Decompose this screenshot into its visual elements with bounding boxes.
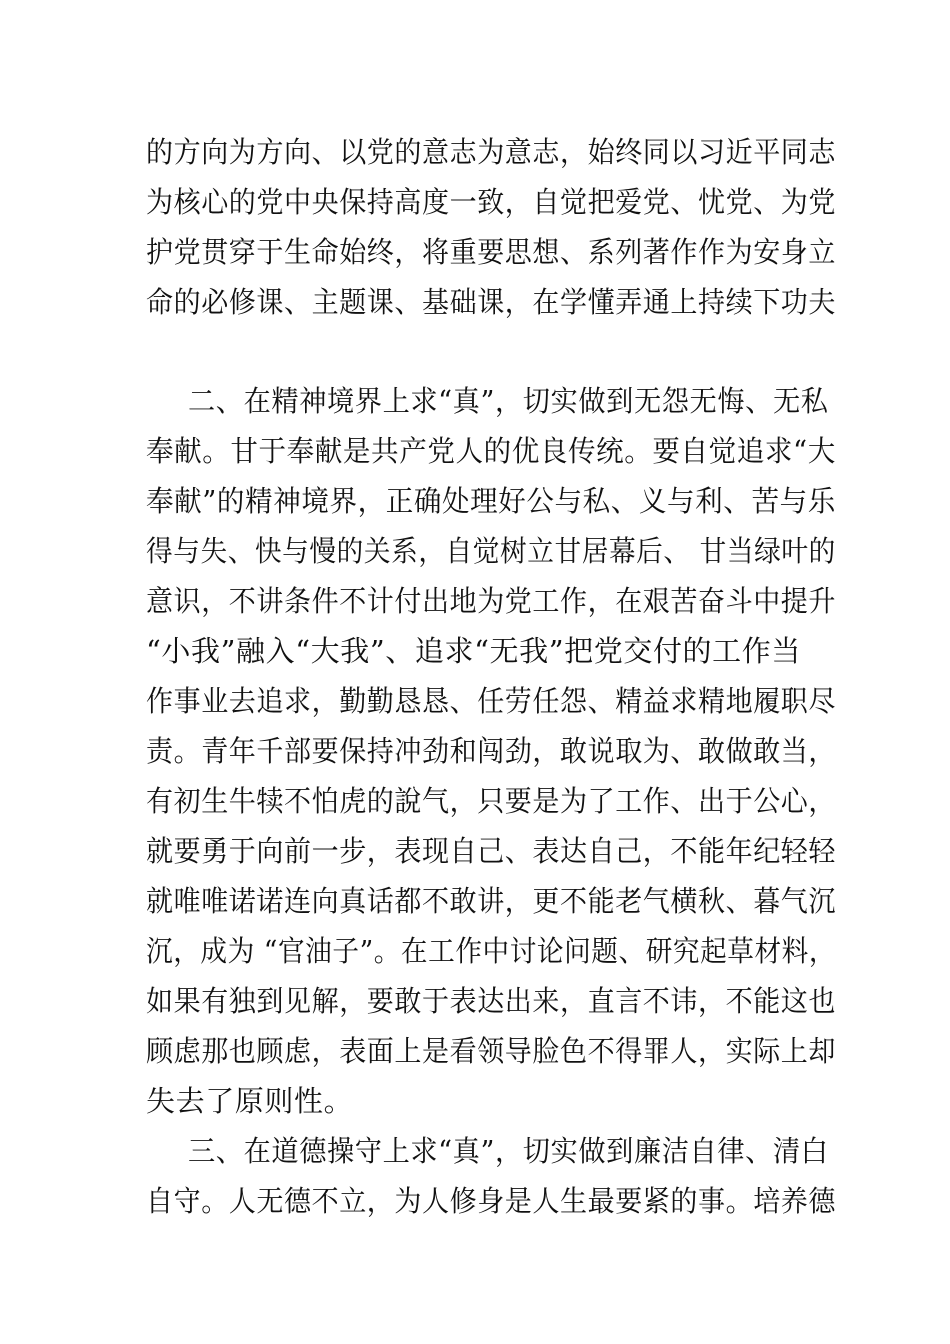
text-line: 就要勇于向前一步，表现自己、表达自己，不能年纪轻轻 xyxy=(146,834,837,868)
text-line: 沉，成为 “官油子”。在工作中讨论问题、研究起草材料， xyxy=(146,934,837,968)
text-line: 失去了原则性。 xyxy=(146,1084,354,1118)
text-line: 得与失、快与慢的关系，自觉树立甘居幕后、 甘当绿叶的 xyxy=(146,534,836,568)
text-line: 责。青年千部要保持冲劲和闯劲，敢说取为、敢做敢当， xyxy=(146,734,837,768)
text-line: 为核心的党中央保持高度一致，自觉把爱党、忧党、为党 xyxy=(146,185,837,219)
text-line: 如果有独到见解，要敢于表达出来，直言不讳，不能这也 xyxy=(146,984,837,1018)
text-line: 有初生牛犊不怕虎的說气，只要是为了工作、出于公心， xyxy=(146,784,837,818)
text-line: 命的必修课、主题课、基础课，在学懂弄通上持续下功夫 xyxy=(146,285,837,319)
text-line: 就唯唯诺诺连向真话都不敢讲，更不能老气横秋、暮气沉 xyxy=(146,884,837,918)
text-line: 二、在精神境界上求“真”，切实做到无怨无悔、无私 xyxy=(188,384,829,418)
text-line: 意识，不讲条件不计付出地为党工作，在艰苦奋斗中提升 xyxy=(146,584,837,618)
text-line: 奉献”的精神境界，正确处理好公与私、义与利、苦与乐 xyxy=(146,484,836,518)
text-line: 作事业去追求，勤勤恳恳、任劳任怨、精益求精地履职尽 xyxy=(146,684,837,718)
text-line: 的方向为方向、以党的意志为意志，始终同以习近平同志 xyxy=(146,135,837,169)
text-line: 三、在道德操守上求“真”，切实做到廉洁自律、清白 xyxy=(188,1134,829,1168)
text-line: 奉献。甘于奉献是共产党人的优良传统。要自觉追求“大 xyxy=(146,434,836,468)
text-line: 顾虑那也顾虑，表面上是看领导脸色不得罪人，实际上却 xyxy=(146,1034,837,1068)
text-line: 护党贯穿于生命始终，将重要思想、系列著作作为安身立 xyxy=(146,235,837,269)
text-line: “小我”融入“大我”、追求“无我”把党交付的工作当 xyxy=(146,634,801,668)
text-line: 自守。人无德不立，为人修身是人生最要紧的事。培养德 xyxy=(146,1184,837,1218)
